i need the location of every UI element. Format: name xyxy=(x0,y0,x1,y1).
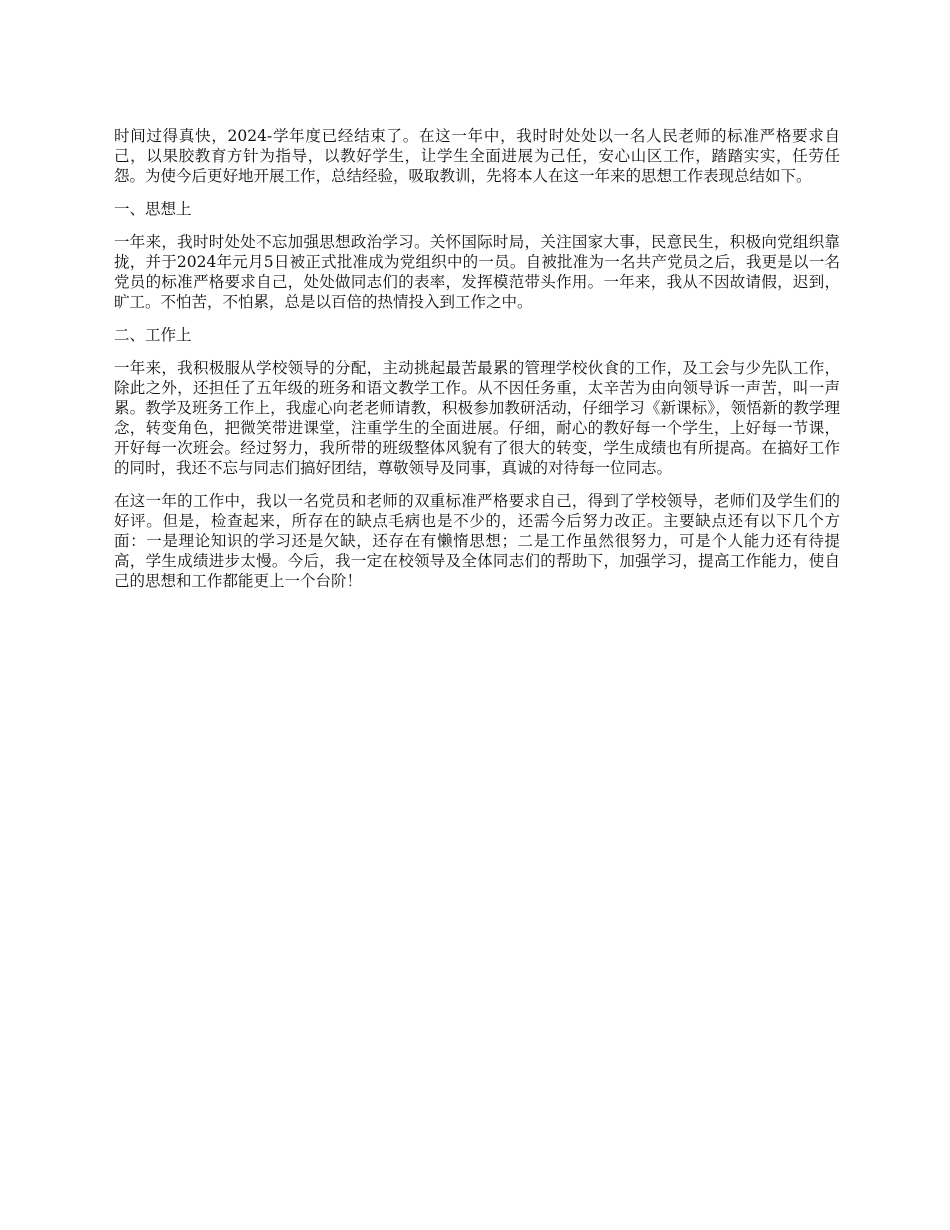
thought-paragraph: 一年来，我时时处处不忘加强思想政治学习。关怀国际时局，关注国家大事，民意民生，积极向党组织靠拢，并于2024年元月5日被正式批准成为党组织中的一员。自被批准为一名共产党员之后，我更是以一名党员的标准严格要求自己，处处做同志们的表率，发挥模范带头作用。一年来，我从不因故请假，迟到，旷工。不怕苦，不怕累，总是以百倍的热情投入到工作之中。 xyxy=(114,233,840,311)
work-paragraph: 一年来，我积极服从学校领导的分配，主动挑起最苦最累的管理学校伙食的工作，及工会与少先队工作，除此之外，还担任了五年级的班务和语文教学工作。从不因任务重，太辛苦为由向领导诉一声苦，叫一声累。教学及班务工作上，我虚心向老老师请教，积极参加教研活动，仔细学习《新课标》，领悟新的教学理念，转变角色，把微笑带进课堂，注重学生的全面进展。仔细，耐心的教好每一个学生，上好每一节课，开好每一次班会。经过努力，我所带的班级整体风貌有了很大的转变，学生成绩也有所提高。在搞好工作的同时，我还不忘与同志们搞好团结，尊敬领导及同事，真诚的对待每一位同志。 xyxy=(114,359,840,477)
section-heading-thought: 一、思想上 xyxy=(114,200,192,218)
document-page xyxy=(114,126,840,604)
section-heading-work: 二、工作上 xyxy=(114,326,192,344)
intro-paragraph: 时间过得真快，2024-学年度已经结束了。在这一年中，我时时处处以一名人民老师的标准严格要求自己，以果胶教育方针为指导，以教好学生，让学生全面进展为己任，安心山区工作，踏踏实实，任劳任怨。为使今后更好地开展工作，总结经验，吸取教训，先将本人在这一年来的思想工作表现总结如下。 xyxy=(114,127,840,185)
summary-paragraph: 在这一年的工作中，我以一名党员和老师的双重标准严格要求自己，得到了学校领导，老师们及学生们的好评。但是，检查起来，所存在的缺点毛病也是不少的，还需今后努力改正。主要缺点还有以下几个方面：一是理论知识的学习还是欠缺，还存在有懒惰思想；二是工作虽然很努力，可是个人能力还有待提高，学生成绩进步太慢。今后，我一定在校领导及全体同志们的帮助下，加强学习，提高工作能力，使自己的思想和工作都能更上一个台阶！ xyxy=(114,492,840,590)
